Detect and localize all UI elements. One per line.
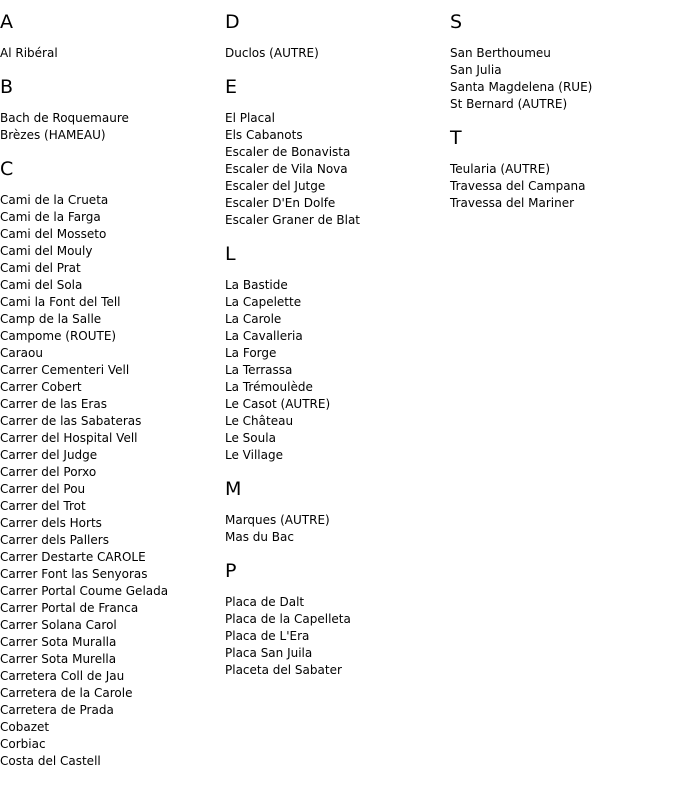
street-link[interactable]: La Forge bbox=[225, 346, 277, 360]
street-link[interactable]: Santa Magdelena (RUE) bbox=[450, 80, 593, 94]
street-link[interactable]: Carrer del Porxo bbox=[0, 465, 97, 479]
street-link[interactable]: Escaler D'En Dolfe bbox=[225, 196, 336, 210]
street-link[interactable]: La Trémoulède bbox=[225, 380, 313, 394]
letter-heading: P bbox=[225, 560, 237, 582]
street-link[interactable]: Campome (ROUTE) bbox=[0, 329, 117, 343]
street-link[interactable]: La Bastide bbox=[225, 278, 288, 292]
street-link[interactable]: Carrer Portal de Franca bbox=[0, 601, 139, 615]
street-link[interactable]: Marques (AUTRE) bbox=[225, 513, 330, 527]
street-link[interactable]: Escaler de Bonavista bbox=[225, 145, 351, 159]
street-link[interactable]: Cami de la Crueta bbox=[0, 193, 109, 207]
street-link[interactable]: Carrer Solana Carol bbox=[0, 618, 117, 632]
street-link[interactable]: St Bernard (AUTRE) bbox=[450, 97, 568, 111]
street-link[interactable]: Escaler Graner de Blat bbox=[225, 213, 361, 227]
letter-heading: B bbox=[0, 76, 14, 98]
street-link[interactable]: Duclos (AUTRE) bbox=[225, 46, 319, 60]
street-link[interactable]: Teularia (AUTRE) bbox=[450, 162, 551, 176]
street-link[interactable]: Cami del Sola bbox=[0, 278, 83, 292]
street-link[interactable]: Bach de Roquemaure bbox=[0, 111, 129, 125]
street-link[interactable]: Cami del Mouly bbox=[0, 244, 93, 258]
letter-group bbox=[225, 10, 450, 62]
letter-heading: S bbox=[450, 11, 463, 33]
letter-group bbox=[225, 75, 450, 229]
street-link[interactable]: Brèzes (HAMEAU) bbox=[0, 128, 106, 142]
street-link[interactable]: Carrer del Judge bbox=[0, 448, 98, 462]
letter-heading: D bbox=[225, 11, 240, 33]
street-link[interactable]: Carrer Cobert bbox=[0, 380, 82, 394]
street-link[interactable]: Cami la Font del Tell bbox=[0, 295, 121, 309]
street-link[interactable]: Carretera de Prada bbox=[0, 703, 114, 717]
street-link[interactable]: Costa del Castell bbox=[0, 754, 101, 768]
street-link[interactable]: Escaler de Vila Nova bbox=[225, 162, 348, 176]
letter-group bbox=[225, 477, 450, 546]
street-link[interactable]: Carrer Sota Muralla bbox=[0, 635, 117, 649]
street-link[interactable]: Carretera de la Carole bbox=[0, 686, 133, 700]
street-link[interactable]: Al Ribéral bbox=[0, 46, 58, 60]
street-link[interactable]: Placa San Juila bbox=[225, 646, 313, 660]
street-link[interactable]: Le Village bbox=[225, 448, 283, 462]
street-link[interactable]: Cami del Prat bbox=[0, 261, 81, 275]
street-list bbox=[0, 192, 225, 770]
street-link[interactable]: Placa de Dalt bbox=[225, 595, 305, 609]
street-link[interactable]: La Terrassa bbox=[225, 363, 293, 377]
street-link[interactable]: El Placal bbox=[225, 111, 275, 125]
letter-group bbox=[450, 126, 675, 212]
street-link[interactable]: La Cavalleria bbox=[225, 329, 303, 343]
street-link[interactable]: San Julia bbox=[450, 63, 502, 77]
street-link[interactable]: Mas du Bac bbox=[225, 530, 294, 544]
street-link[interactable]: Placeta del Sabater bbox=[225, 663, 342, 677]
street-link[interactable]: Carrer del Trot bbox=[0, 499, 86, 513]
street-link[interactable]: San Berthoumeu bbox=[450, 46, 551, 60]
street-link[interactable]: Carrer dels Horts bbox=[0, 516, 102, 530]
street-link[interactable]: Caraou bbox=[0, 346, 43, 360]
street-link[interactable]: Carrer Font las Senyoras bbox=[0, 567, 148, 581]
street-index-column-1 bbox=[0, 10, 225, 783]
street-link[interactable]: Carrer Destarte CAROLE bbox=[0, 550, 146, 564]
letter-group bbox=[225, 559, 450, 679]
street-link[interactable]: Carrer del Pou bbox=[0, 482, 86, 496]
letter-group bbox=[225, 242, 450, 464]
letter-heading: A bbox=[0, 11, 13, 33]
street-link[interactable]: Carrer Portal Coume Gelada bbox=[0, 584, 169, 598]
street-list bbox=[225, 512, 450, 546]
street-link[interactable]: Carrer dels Pallers bbox=[0, 533, 109, 547]
street-list bbox=[450, 161, 675, 212]
street-link[interactable]: Carrer de las Sabateras bbox=[0, 414, 142, 428]
street-link[interactable]: La Carole bbox=[225, 312, 282, 326]
street-list bbox=[225, 594, 450, 679]
street-link[interactable]: Le Soula bbox=[225, 431, 276, 445]
street-link[interactable]: Placa de la Capelleta bbox=[225, 612, 351, 626]
street-list bbox=[225, 45, 450, 62]
letter-heading: L bbox=[225, 243, 236, 265]
street-link[interactable]: Cobazet bbox=[0, 720, 50, 734]
street-link[interactable]: Corbiac bbox=[0, 737, 46, 751]
street-link[interactable]: Travessa del Mariner bbox=[450, 196, 575, 210]
street-link[interactable]: Els Cabanots bbox=[225, 128, 303, 142]
street-index-column-3 bbox=[450, 10, 675, 225]
letter-heading: T bbox=[450, 127, 462, 149]
street-link[interactable]: Cami del Mosseto bbox=[0, 227, 107, 241]
street-link[interactable]: Le Château bbox=[225, 414, 294, 428]
street-link[interactable]: Carrer del Hospital Vell bbox=[0, 431, 138, 445]
street-link[interactable]: Cami de la Farga bbox=[0, 210, 101, 224]
street-index-column-2 bbox=[225, 10, 450, 692]
street-link[interactable]: Camp de la Salle bbox=[0, 312, 102, 326]
street-list bbox=[0, 110, 225, 144]
letter-group bbox=[0, 10, 225, 62]
street-list bbox=[225, 110, 450, 229]
street-list bbox=[225, 277, 450, 464]
street-link[interactable]: Carrer Sota Murella bbox=[0, 652, 117, 666]
letter-group bbox=[450, 10, 675, 113]
street-link[interactable]: Escaler del Jutge bbox=[225, 179, 326, 193]
street-list bbox=[450, 45, 675, 113]
street-link[interactable]: Carrer Cementeri Vell bbox=[0, 363, 130, 377]
letter-heading: E bbox=[225, 76, 238, 98]
street-link[interactable]: Carrer de las Eras bbox=[0, 397, 107, 411]
street-link[interactable]: Placa de L'Era bbox=[225, 629, 310, 643]
street-list bbox=[0, 45, 225, 62]
letter-heading: C bbox=[0, 158, 14, 180]
street-link[interactable]: Le Casot (AUTRE) bbox=[225, 397, 331, 411]
street-link[interactable]: Carretera Coll de Jau bbox=[0, 669, 125, 683]
letter-group bbox=[0, 75, 225, 144]
street-link[interactable]: Travessa del Campana bbox=[450, 179, 586, 193]
letter-group bbox=[0, 157, 225, 770]
street-link[interactable]: La Capelette bbox=[225, 295, 302, 309]
letter-heading: M bbox=[225, 478, 242, 500]
